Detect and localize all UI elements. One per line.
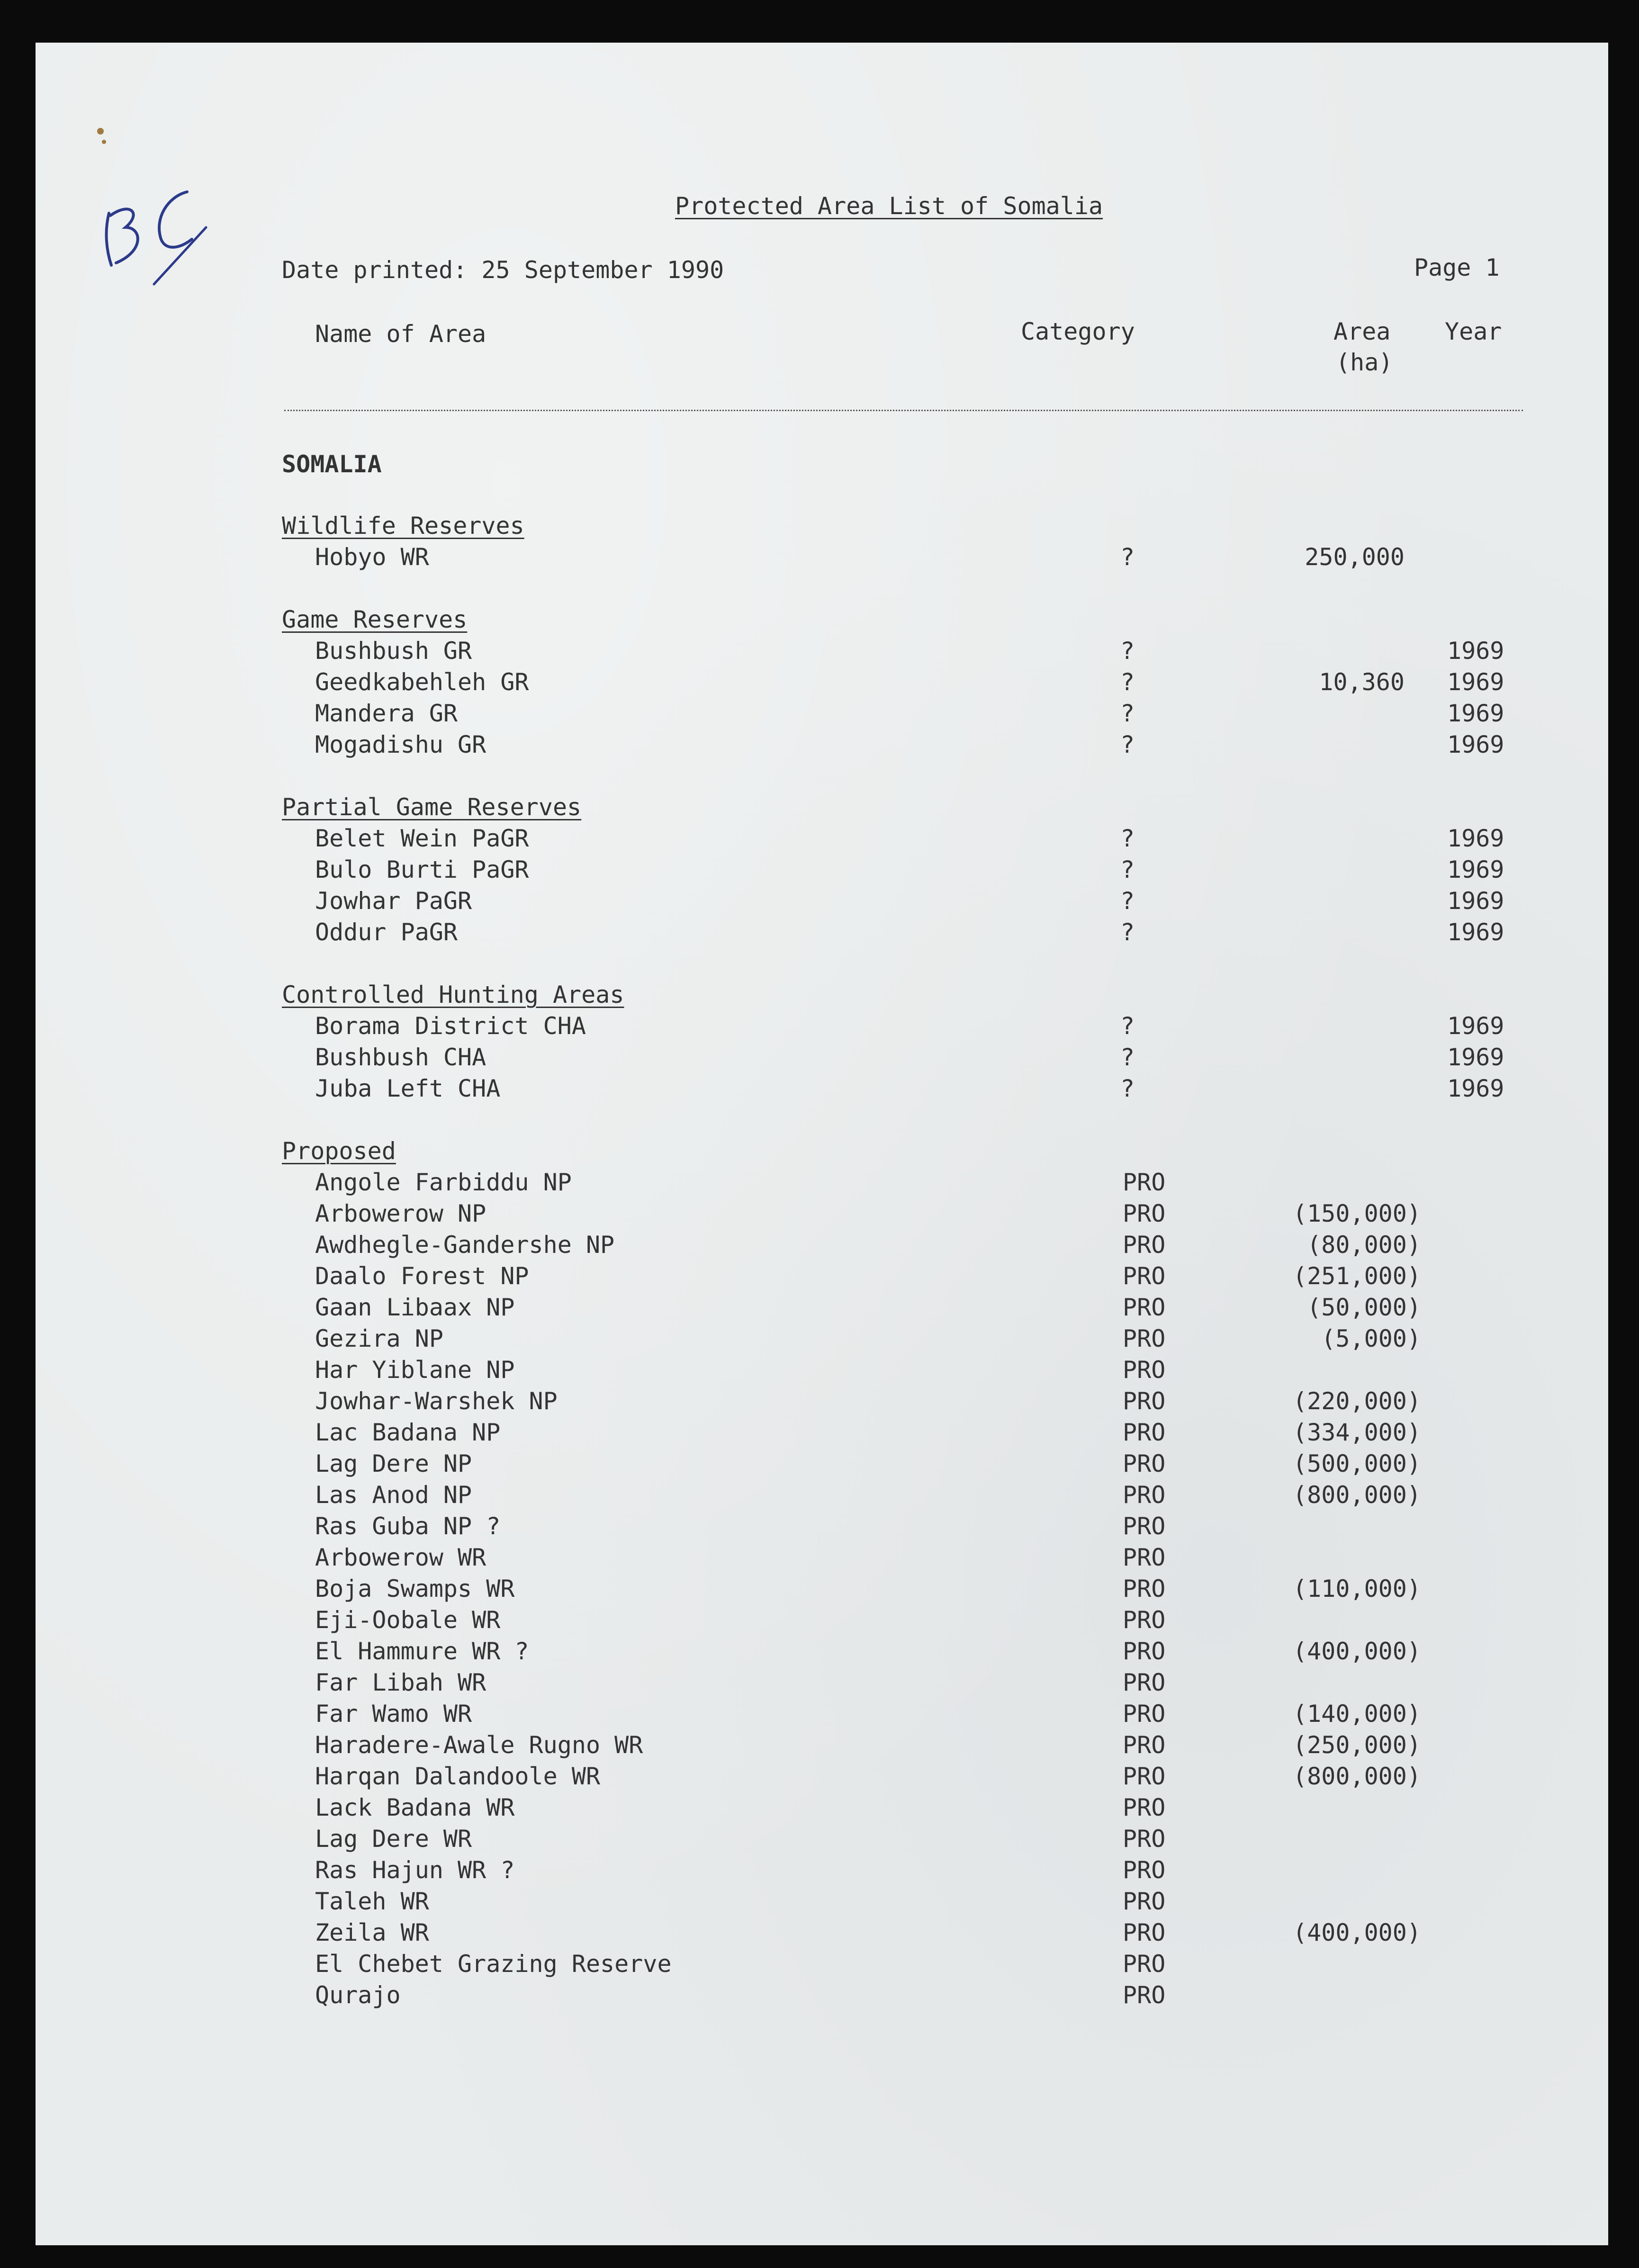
area-size: (50,000) bbox=[1307, 1294, 1421, 1321]
area-category: ? bbox=[1120, 637, 1135, 665]
area-year: 1969 bbox=[1447, 825, 1504, 852]
area-name: Bushbush GR bbox=[315, 637, 472, 665]
header-area-unit: (ha) bbox=[1336, 349, 1393, 376]
list-item bbox=[36, 1700, 1608, 1728]
list-item bbox=[36, 1856, 1608, 1884]
list-item bbox=[36, 1418, 1608, 1447]
area-year: 1969 bbox=[1447, 887, 1504, 915]
area-name: Lag Dere WR bbox=[315, 1825, 472, 1853]
list-item bbox=[36, 1606, 1608, 1634]
area-category: ? bbox=[1120, 856, 1135, 883]
area-category: PRO bbox=[1123, 1731, 1166, 1759]
country-heading: SOMALIA bbox=[282, 450, 382, 478]
list-item bbox=[36, 1074, 1608, 1103]
area-category: PRO bbox=[1123, 1512, 1166, 1540]
list-item bbox=[36, 1199, 1608, 1228]
area-name: Lac Badana NP bbox=[315, 1419, 501, 1446]
page-number: Page 1 bbox=[1414, 254, 1500, 281]
section-heading bbox=[36, 605, 1608, 634]
list-item bbox=[36, 543, 1608, 571]
area-size: (334,000) bbox=[1293, 1419, 1421, 1446]
list-item bbox=[36, 1168, 1608, 1197]
area-category: ? bbox=[1120, 825, 1135, 852]
area-category: PRO bbox=[1123, 1169, 1166, 1196]
list-item bbox=[36, 1918, 1608, 1947]
list-item bbox=[36, 1762, 1608, 1791]
area-name: Hobyo WR bbox=[315, 543, 429, 571]
list-item bbox=[36, 637, 1608, 665]
area-list bbox=[36, 43, 1608, 2245]
area-category: PRO bbox=[1123, 1294, 1166, 1321]
area-category: PRO bbox=[1123, 1950, 1166, 1978]
area-category: PRO bbox=[1123, 1231, 1166, 1259]
area-name: El Chebet Grazing Reserve bbox=[315, 1950, 672, 1978]
list-item bbox=[36, 1356, 1608, 1384]
area-name: Far Wamo WR bbox=[315, 1700, 472, 1728]
area-name: Gaan Libaax NP bbox=[315, 1294, 515, 1321]
area-category: ? bbox=[1120, 700, 1135, 727]
area-category: PRO bbox=[1123, 1669, 1166, 1696]
area-size: (800,000) bbox=[1293, 1481, 1421, 1509]
area-name: Jowhar PaGR bbox=[315, 887, 472, 915]
list-item bbox=[36, 1012, 1608, 1040]
area-name: Arbowerow NP bbox=[315, 1200, 486, 1227]
list-item bbox=[36, 1793, 1608, 1822]
area-year: 1969 bbox=[1447, 1044, 1504, 1071]
area-category: PRO bbox=[1123, 1606, 1166, 1634]
area-name: Angole Farbiddu NP bbox=[315, 1169, 572, 1196]
list-item bbox=[36, 1262, 1608, 1290]
area-name: Lack Badana WR bbox=[315, 1794, 515, 1821]
area-name: Bushbush CHA bbox=[315, 1044, 486, 1071]
area-category: ? bbox=[1120, 918, 1135, 946]
section-heading bbox=[36, 1137, 1608, 1165]
area-category: PRO bbox=[1123, 1825, 1166, 1853]
area-category: ? bbox=[1120, 1044, 1135, 1071]
area-name: Ras Hajun WR ? bbox=[315, 1856, 515, 1884]
list-item bbox=[36, 1981, 1608, 2009]
area-name: Far Libah WR bbox=[315, 1669, 486, 1696]
list-item bbox=[36, 824, 1608, 853]
area-name: Awdhegle-Gandershe NP bbox=[315, 1231, 615, 1259]
area-category: PRO bbox=[1123, 1544, 1166, 1571]
list-item bbox=[36, 1449, 1608, 1478]
area-name: Harqan Dalandoole WR bbox=[315, 1763, 601, 1790]
list-item bbox=[36, 1481, 1608, 1509]
list-item bbox=[36, 1825, 1608, 1853]
area-category: ? bbox=[1120, 1012, 1135, 1040]
area-year: 1969 bbox=[1447, 637, 1504, 665]
area-category: ? bbox=[1120, 1075, 1135, 1102]
area-category: PRO bbox=[1123, 1481, 1166, 1509]
area-name: Borama District CHA bbox=[315, 1012, 586, 1040]
area-year: 1969 bbox=[1447, 1075, 1504, 1102]
area-size: (140,000) bbox=[1293, 1700, 1421, 1728]
header-year: Year bbox=[1445, 318, 1502, 345]
area-name: El Hammure WR ? bbox=[315, 1638, 529, 1665]
area-name: Mandera GR bbox=[315, 700, 458, 727]
area-category: PRO bbox=[1123, 1419, 1166, 1446]
area-name: Las Anod NP bbox=[315, 1481, 472, 1509]
list-item bbox=[36, 1887, 1608, 1916]
area-name: Har Yiblane NP bbox=[315, 1356, 515, 1384]
area-category: PRO bbox=[1123, 1387, 1166, 1415]
area-category: PRO bbox=[1123, 1763, 1166, 1790]
area-name: Arbowerow WR bbox=[315, 1544, 486, 1571]
area-year: 1969 bbox=[1447, 1012, 1504, 1040]
list-item bbox=[36, 1293, 1608, 1322]
area-name: Ras Guba NP ? bbox=[315, 1512, 501, 1540]
area-name: Jowhar-Warshek NP bbox=[315, 1387, 558, 1415]
section-heading-label: Partial Game Reserves bbox=[282, 793, 582, 821]
area-name: Eji-Oobale WR bbox=[315, 1606, 501, 1634]
area-name: Boja Swamps WR bbox=[315, 1575, 515, 1602]
area-name: Oddur PaGR bbox=[315, 918, 458, 946]
document-page bbox=[36, 43, 1608, 2245]
list-item bbox=[36, 918, 1608, 946]
area-name: Taleh WR bbox=[315, 1888, 429, 1915]
area-size: (500,000) bbox=[1293, 1450, 1421, 1477]
list-item bbox=[36, 1324, 1608, 1353]
area-size: (250,000) bbox=[1293, 1731, 1421, 1759]
area-category: ? bbox=[1120, 731, 1135, 758]
area-category: PRO bbox=[1123, 1888, 1166, 1915]
area-year: 1969 bbox=[1447, 918, 1504, 946]
area-name: Qurajo bbox=[315, 1981, 401, 2009]
area-year: 1969 bbox=[1447, 856, 1504, 883]
list-item bbox=[36, 1575, 1608, 1603]
area-name: Daalo Forest NP bbox=[315, 1262, 529, 1290]
area-category: PRO bbox=[1123, 1919, 1166, 1946]
area-size: (400,000) bbox=[1293, 1919, 1421, 1946]
list-item bbox=[36, 855, 1608, 884]
list-item bbox=[36, 1731, 1608, 1759]
area-category: PRO bbox=[1123, 1200, 1166, 1227]
area-size: (5,000) bbox=[1321, 1325, 1421, 1352]
date-printed: Date printed: 25 September 1990 bbox=[282, 256, 724, 284]
section-heading-label: Wildlife Reserves bbox=[282, 512, 524, 540]
area-name: Mogadishu GR bbox=[315, 731, 486, 758]
area-category: PRO bbox=[1123, 1794, 1166, 1821]
list-item bbox=[36, 1512, 1608, 1540]
section-heading-label: Game Reserves bbox=[282, 606, 468, 633]
document-title: Protected Area List of Somalia bbox=[675, 192, 1103, 220]
area-category: PRO bbox=[1123, 1262, 1166, 1290]
area-category: PRO bbox=[1123, 1638, 1166, 1665]
area-size: (400,000) bbox=[1293, 1638, 1421, 1665]
list-item bbox=[36, 699, 1608, 728]
list-item bbox=[36, 1637, 1608, 1665]
area-size: 10,360 bbox=[1319, 668, 1405, 696]
section-heading-label: Proposed bbox=[282, 1137, 396, 1165]
area-name: Gezira NP bbox=[315, 1325, 443, 1352]
area-category: PRO bbox=[1123, 1325, 1166, 1352]
header-category: Category bbox=[1021, 318, 1135, 345]
area-category: ? bbox=[1120, 887, 1135, 915]
area-size: (220,000) bbox=[1293, 1387, 1421, 1415]
list-item bbox=[36, 1668, 1608, 1697]
area-category: PRO bbox=[1123, 1575, 1166, 1602]
list-item bbox=[36, 1543, 1608, 1572]
section-heading bbox=[36, 793, 1608, 821]
area-name: Juba Left CHA bbox=[315, 1075, 501, 1102]
area-category: PRO bbox=[1123, 1700, 1166, 1728]
area-category: PRO bbox=[1123, 1356, 1166, 1384]
area-category: PRO bbox=[1123, 1450, 1166, 1477]
area-category: PRO bbox=[1123, 1981, 1166, 2009]
header-area: Area bbox=[1333, 318, 1391, 345]
list-item bbox=[36, 668, 1608, 696]
area-size: (150,000) bbox=[1293, 1200, 1421, 1227]
area-name: Haradere-Awale Rugno WR bbox=[315, 1731, 643, 1759]
area-year: 1969 bbox=[1447, 731, 1504, 758]
section-heading bbox=[36, 512, 1608, 540]
list-item bbox=[36, 730, 1608, 759]
area-size: (80,000) bbox=[1307, 1231, 1421, 1259]
area-name: Geedkabehleh GR bbox=[315, 668, 529, 696]
section-heading-label: Controlled Hunting Areas bbox=[282, 981, 624, 1008]
area-size: (110,000) bbox=[1293, 1575, 1421, 1602]
area-size: (800,000) bbox=[1293, 1763, 1421, 1790]
area-category: PRO bbox=[1123, 1856, 1166, 1884]
list-item bbox=[36, 1231, 1608, 1259]
list-item bbox=[36, 1043, 1608, 1071]
header-name: Name of Area bbox=[315, 320, 486, 348]
list-item bbox=[36, 1950, 1608, 1978]
area-size: (251,000) bbox=[1293, 1262, 1421, 1290]
area-category: ? bbox=[1120, 668, 1135, 696]
section-heading bbox=[36, 981, 1608, 1009]
area-year: 1969 bbox=[1447, 668, 1504, 696]
area-name: Bulo Burti PaGR bbox=[315, 856, 529, 883]
area-category: ? bbox=[1120, 543, 1135, 571]
list-item bbox=[36, 887, 1608, 915]
area-name: Lag Dere NP bbox=[315, 1450, 472, 1477]
area-size: 250,000 bbox=[1305, 543, 1405, 571]
area-name: Zeila WR bbox=[315, 1919, 429, 1946]
list-item bbox=[36, 1387, 1608, 1415]
area-year: 1969 bbox=[1447, 700, 1504, 727]
area-name: Belet Wein PaGR bbox=[315, 825, 529, 852]
